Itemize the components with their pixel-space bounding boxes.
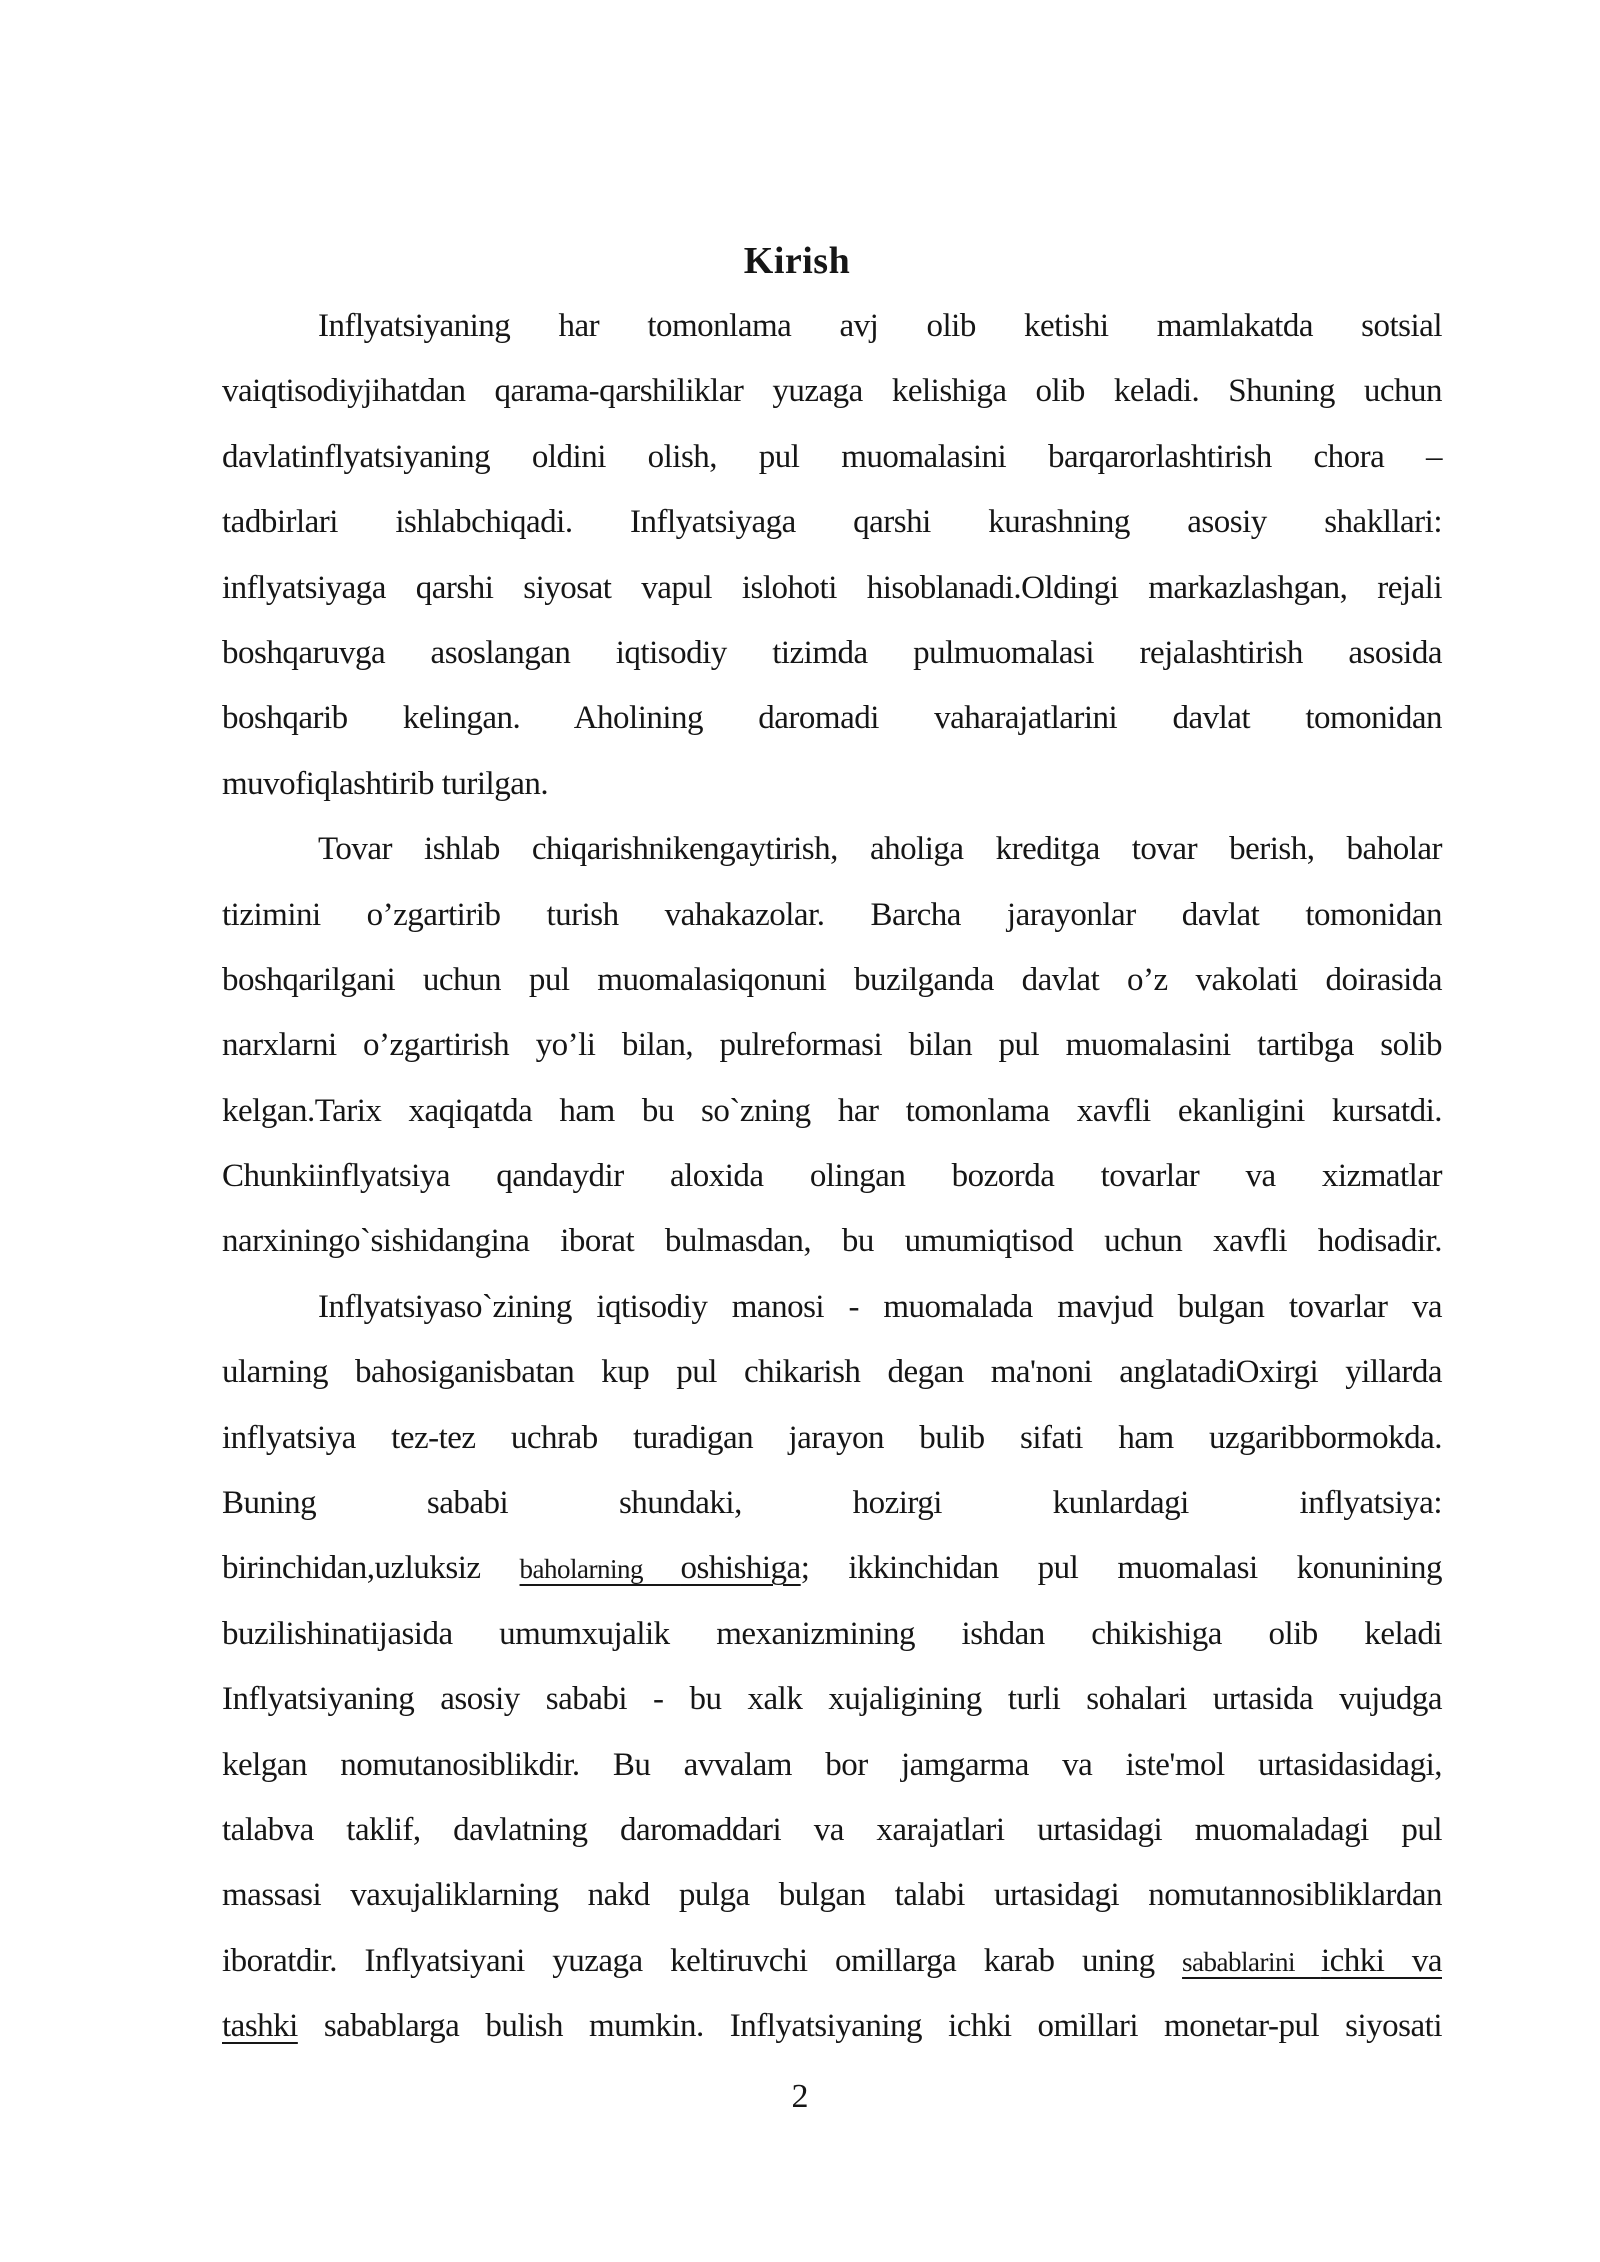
text-line: kelgan.Tarix xaqiqatda ham bu so`zning har tomonlama xavfli ekanligini kursatdi.	[222, 1092, 1442, 1129]
text-line: kelgan nomutanosiblikdir. Bu avvalam bor jamgarma va iste'mol urtasidasidagi,	[222, 1746, 1442, 1783]
text-line: Tovar ishlab chiqarishnikengaytirish, aholiga kreditga tovar berish, baholar	[318, 831, 1442, 868]
text-line: boshqaruvga asoslangan iqtisodiy tizimda pulmuomalasi rejalashtirish asosida	[222, 634, 1442, 671]
text-line: ularning bahosiganisbatan kup pul chikarish degan ma'noni anglatadiOxirgi yillarda	[222, 1354, 1442, 1391]
text-line: Inflyatsiyaso`zining iqtisodiy manosi - muomalada mavjud bulgan tovarlar va	[318, 1288, 1442, 1325]
text-line: birinchidan,uzluksiz baholarning oshishiga; ikkinchidan pul muomalasi konunining	[222, 1550, 1443, 1587]
underlined-text: sabablarini ichki va	[1182, 1942, 1442, 1979]
text-line: boshqarilgani uchun pul muomalasiqonuni buzilganda davlat o’z vakolati doirasida	[222, 961, 1442, 998]
document-body	[222, 228, 1442, 2060]
text-line: inflyatsiyaga qarshi siyosat vapul islohoti hisoblanadi.Oldingi markazlashgan, rejali	[222, 569, 1442, 606]
text-line: Inflyatsiyaning har tomonlama avj olib ketishi mamlakatda sotsial	[318, 308, 1442, 344]
text-line: Chunkiinflyatsiya qandaydir aloxida olingan bozorda tovarlar va xizmatlar	[222, 1158, 1442, 1195]
text-line: talabva taklif, davlatning daromaddari va xarajatlari urtasidagi muomaladagi pul	[222, 1811, 1442, 1848]
page-number: 2	[791, 2078, 809, 2115]
text-line: narxiningo`sishidangina iborat bulmasdan, bu umumiqtisod uchun xavfli hodisadir.	[222, 1223, 1442, 1260]
underlined-text: tashki	[222, 2008, 298, 2045]
text-line: davlatinflyatsiyaning oldini olish, pul muomalasini barqarorlashtirish chora –	[222, 438, 1442, 475]
text-line: Buning sababi shundaki, hozirgi kunlardagi inflyatsiya:	[222, 1485, 1442, 1522]
text-line: Inflyatsiyaning asosiy sababi - bu xalk xujaligining turli sohalari urtasida vujudga	[222, 1681, 1442, 1718]
text-line: inflyatsiya tez-tez uchrab turadigan jarayon bulib sifati ham uzgaribbormokda.	[222, 1419, 1442, 1456]
page-title: Kirish	[743, 240, 851, 282]
underlined-text: baholarning oshishiga	[519, 1550, 801, 1587]
text-line: muvofiqlashtirib turilgan.	[222, 765, 549, 802]
text-line: tashki sabablarga bulish mumkin. Inflyatsiyaning ichki omillari monetar-pul siyosati	[222, 2008, 1442, 2045]
text-line: iboratdir. Inflyatsiyani yuzaga keltiruvchi omillarga karab uning sabablarini ichki va	[222, 1942, 1442, 1979]
text-line: vaiqtisodiyjihatdan qarama-qarshiliklar yuzaga kelishiga olib keladi. Shuning uchun	[222, 373, 1442, 410]
text-line: buzilishinatijasida umumxujalik mexanizmining ishdan chikishiga olib keladi	[222, 1615, 1442, 1652]
text-line: boshqarib kelingan. Aholining daromadi vaharajatlarini davlat tomonidan	[222, 700, 1442, 737]
text-line: tadbirlari ishlabchiqadi. Inflyatsiyaga qarshi kurashning asosiy shakllari:	[222, 504, 1442, 541]
text-line: narxlarni o’zgartirish yo’li bilan, pulreformasi bilan pul muomalasini tartibga solib	[222, 1027, 1442, 1064]
text-block	[222, 294, 1442, 2060]
text-line: tizimini o’zgartirib turish vahakazolar. Barcha jarayonlar davlat tomonidan	[222, 896, 1442, 933]
text-line: massasi vaxujaliklarning nakd pulga bulgan talabi urtasidagi nomutannosibliklardan	[222, 1877, 1442, 1914]
